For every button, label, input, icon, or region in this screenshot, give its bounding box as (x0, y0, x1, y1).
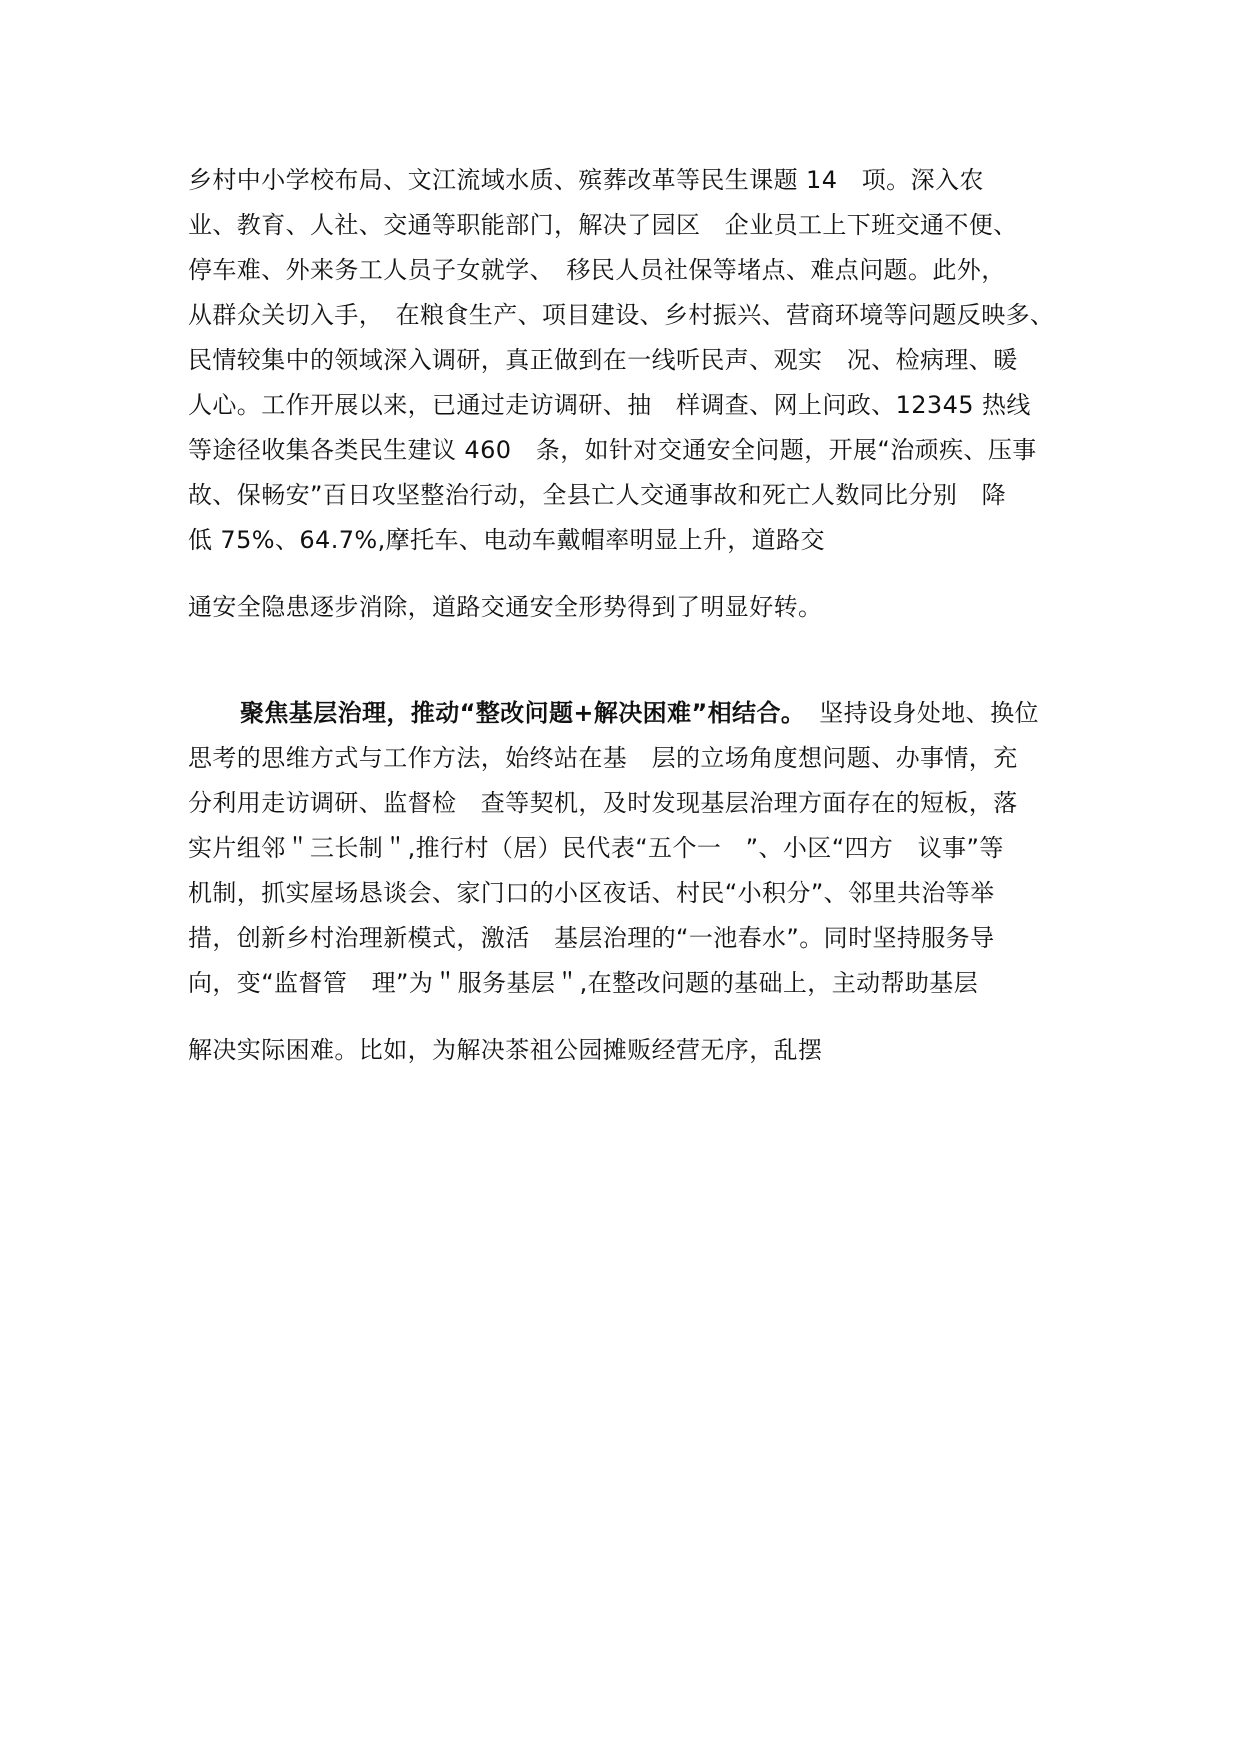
paragraph-2-line-7: 向，变“监督管 理”为＂服务基层＂,在整改问题的基础上，主动帮助基层 (188, 969, 979, 997)
paragraph-1-line-2: 业、教育、人社、交通等职能部门，解决了园区 企业员工上下班交通不便、 (188, 211, 1018, 239)
paragraph-1-line-6: 人心。工作开展以来，已通过走访调研、抽 样调查、网上问政、12345 热线 (188, 391, 1031, 419)
paragraph-1-line-8: 故、保畅安”百日攻坚整治行动，全县亡人交通事故和死亡人数同比分别 降 (188, 481, 1007, 509)
paragraph-1-line-9: 低 75%、64.7%,摩托车、电动车戴帽率明显上升，道路交 (188, 526, 825, 554)
paragraph-1-line-3: 停车难、外来务工人员子女就学、 移民人员社保等堵点、难点问题。此外， (188, 256, 1006, 284)
paragraph-1-line-4: 从群众关切入手， 在粮食生产、项目建设、乡村振兴、营商环境等问题反映多、 (188, 301, 1055, 329)
paragraph-1-line-7: 等途径收集各类民生建议 460 条，如针对交通安全问题，开展“治顽疾、压事 (188, 436, 1037, 464)
paragraph-2-line-4: 实片组邻＂三长制＂,推行村（居）民代表“五个一 ”、小区“四方 议事”等 (188, 834, 1004, 862)
paragraph-2-line-3: 分利用走访调研、监督检 查等契机，及时发现基层治理方面存在的短板，落 (188, 789, 1018, 817)
paragraph-1-line-10: 通安全隐患逐步消除，道路交通安全形势得到了明显好转。 (188, 593, 823, 621)
paragraph-2-line-2: 思考的思维方式与工作方法，始终站在基 层的立场角度想问题、办事情，充 (188, 744, 1018, 772)
paragraph-2-line-5: 机制，抓实屋场恳谈会、家门口的小区夜话、村民“小积分”、邻里共治等举 (188, 879, 995, 907)
paragraph-2-heading: 聚焦基层治理，推动“整改问题+解决困难”相结合。 (240, 699, 806, 727)
paragraph-2-line-1 (240, 697, 1070, 729)
paragraph-1-line-5: 民情较集中的领域深入调研，真正做到在一线听民声、观实 况、检病理、暖 (188, 346, 1018, 374)
paragraph-2-first-line-text: 坚持设身处地、换位 (819, 699, 1039, 727)
paragraph-2-line-6: 措，创新乡村治理新模式，激活 基层治理的“一池春水”。同时坚持服务导 (188, 924, 995, 952)
paragraph-1-line-1: 乡村中小学校布局、文江流域水质、殡葬改革等民生课题 14 项。深入农 (188, 166, 984, 194)
paragraph-2-line-8: 解决实际困难。比如，为解决茶祖公园摊贩经营无序，乱摆 (188, 1036, 823, 1064)
